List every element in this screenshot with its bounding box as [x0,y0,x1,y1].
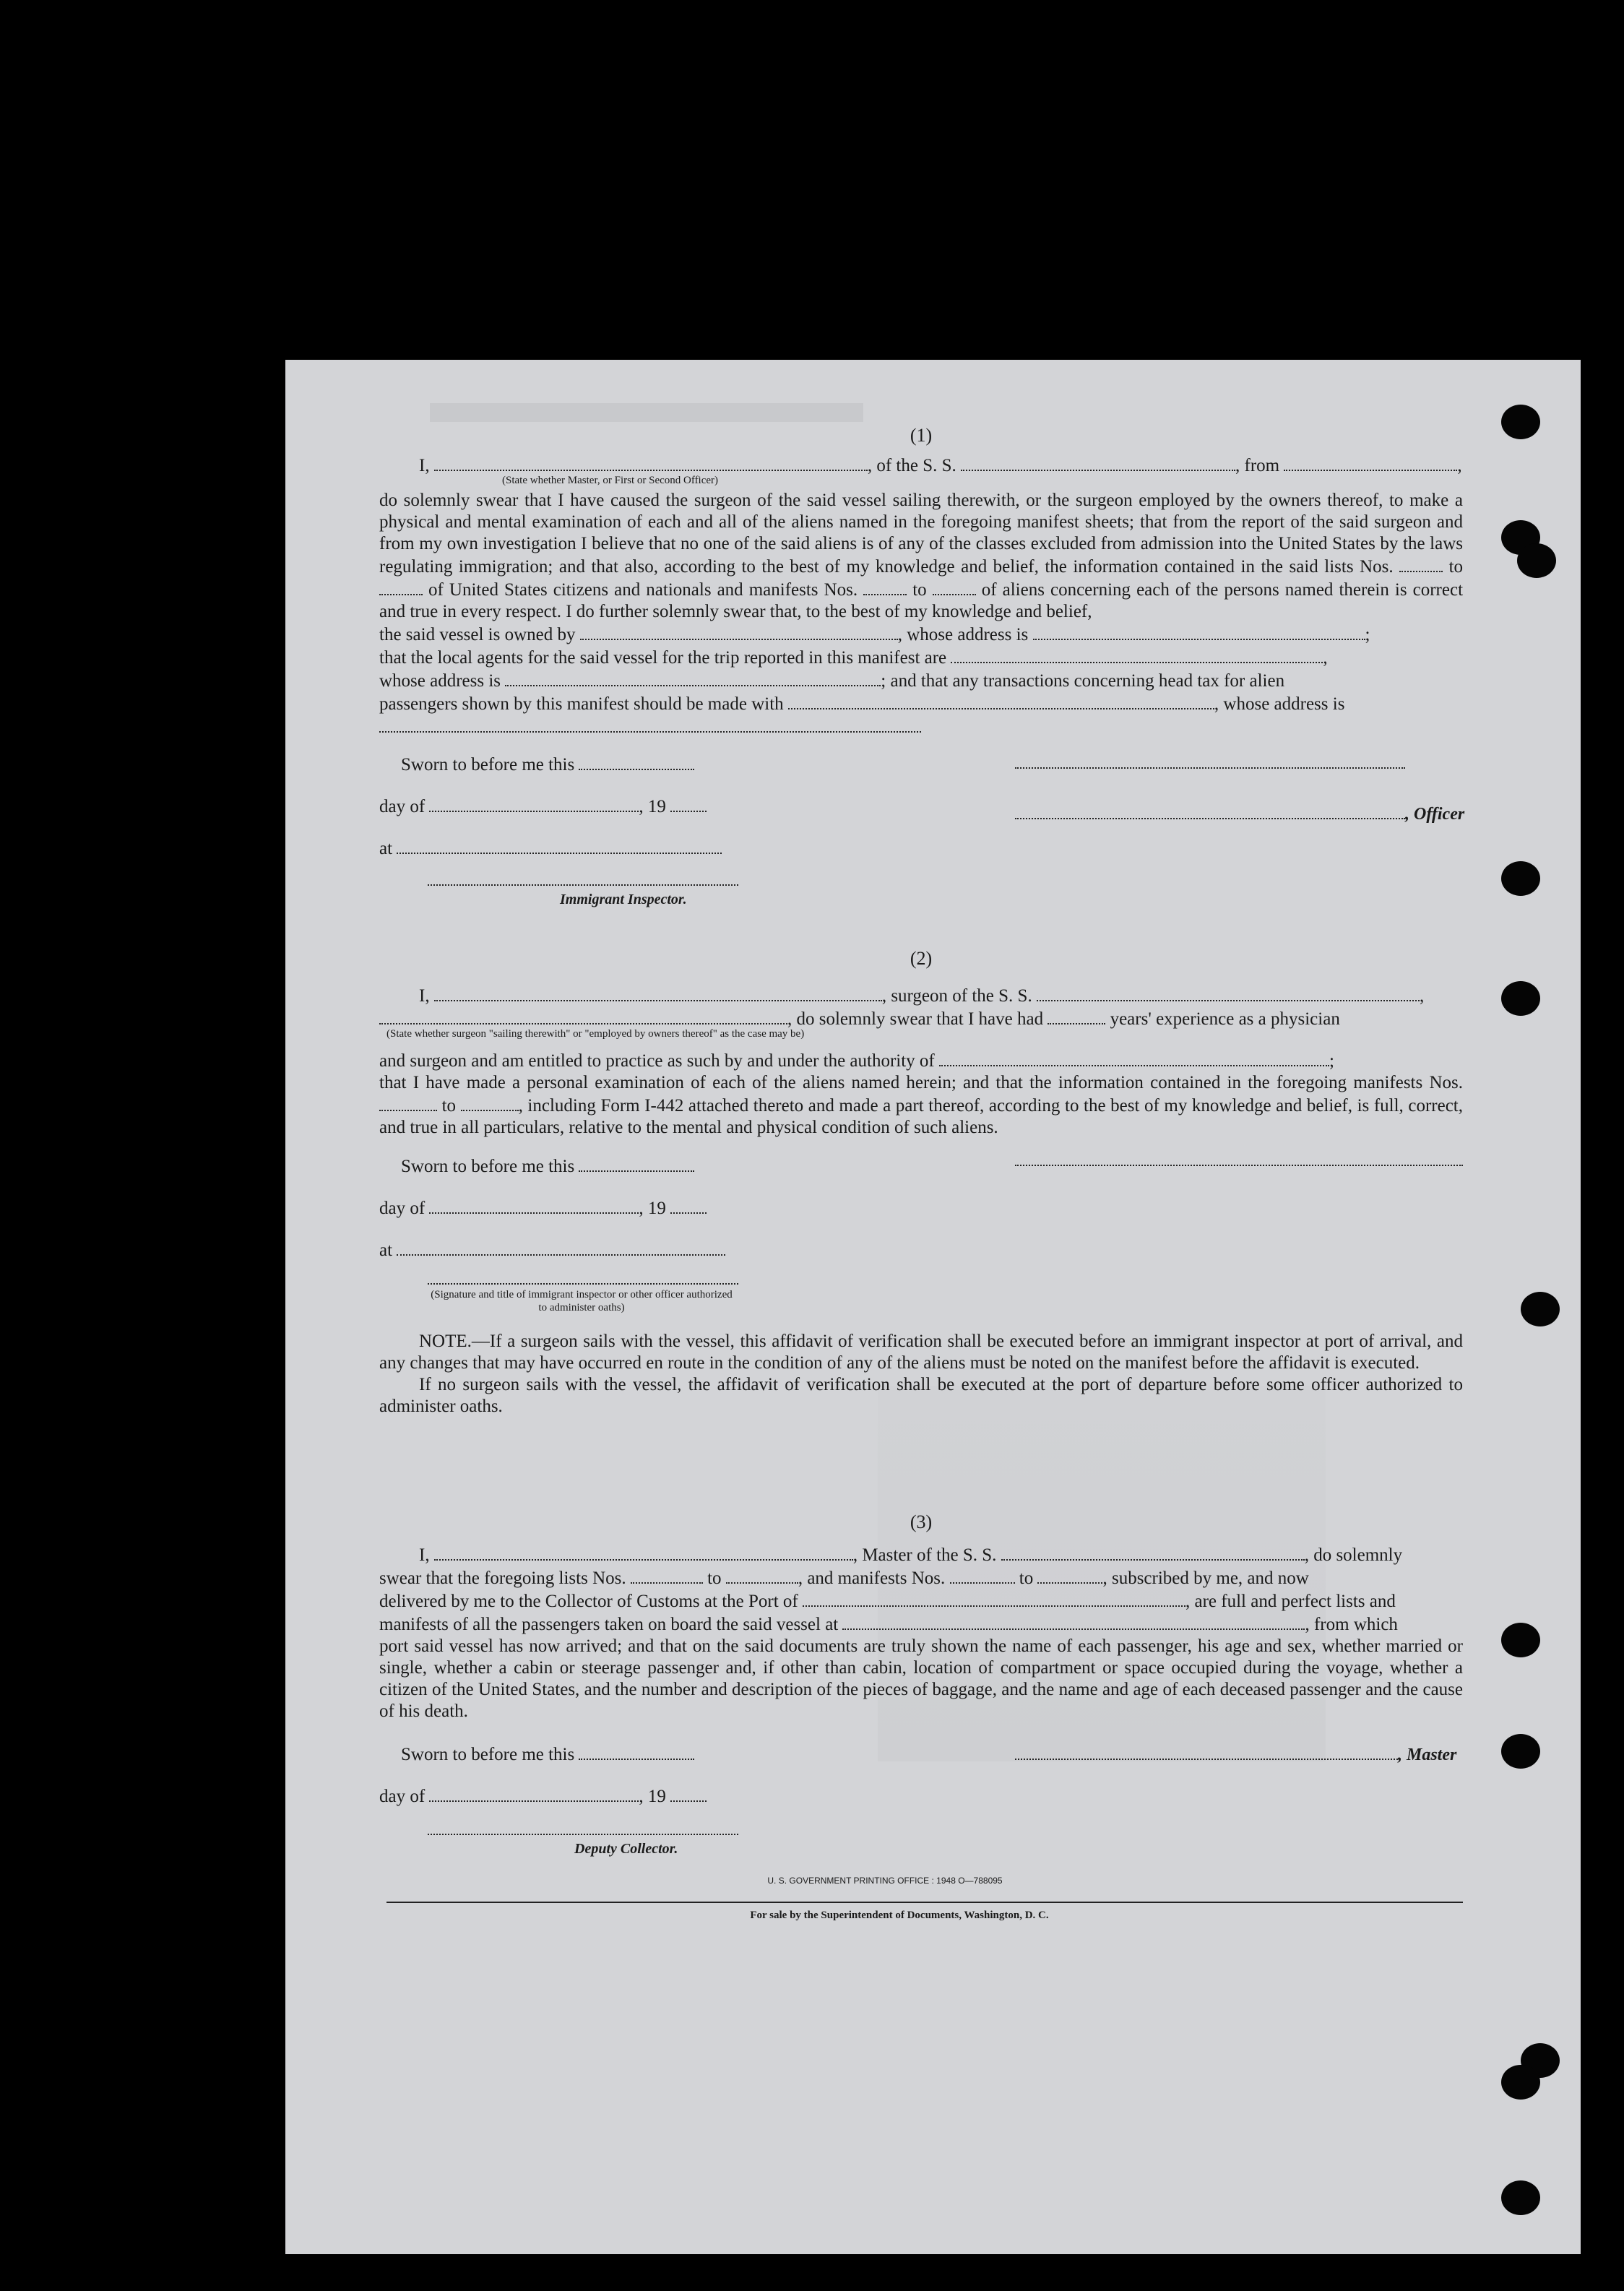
day-of-month-field[interactable] [429,1196,639,1214]
punch-hole-icon [1501,1623,1540,1657]
section-2-manifests-from-field[interactable] [379,1094,437,1111]
section-3-manifests-from-field[interactable] [950,1566,1015,1584]
sworn-line [401,1743,694,1766]
text: day of [379,1199,426,1218]
day-of-line [379,795,707,818]
text: of aliens concerning each of the persons named therein is correct and true in every respect. I do further solemnly swear that, to the best of my knowledge and belief, [379,580,1464,621]
section-2-line-1 [379,984,1463,1007]
section-3-line-3 [379,1589,1463,1613]
section-3-line-2 [379,1566,1463,1589]
officer-signature-top-line[interactable] [1015,767,1405,769]
agents-address-field[interactable] [505,669,881,686]
text: to [1019,1569,1034,1588]
text: —If a surgeon sails with the vessel, this affidavit of verification shall be executed before an immigrant inspector at port of arrival, and any changes that may have occurred en route in the condition of any of the aliens must be noted on the manifest before the affidavit is executed. [379,1332,1463,1373]
text: , do solemnly [1304,1545,1403,1565]
text: , whose address is [897,625,1029,644]
officer-line [1015,802,1464,825]
text: , 19 [639,1199,666,1218]
text: and surgeon and am entitled to practice as such by and under the authority of [379,1051,935,1071]
section-3-signatures [379,1743,1463,1865]
deputy-collector-caption: Deputy Collector. [574,1841,678,1857]
text: to [912,580,927,600]
section-2-vessel-field[interactable] [1037,984,1420,1001]
text: , of the S. S. [867,456,956,475]
text: that I have made a personal examination of each of the aliens named herein; and that the information contained in the foregoing manifests Nos. [379,1073,1463,1092]
note-paragraph-2 [379,1374,1463,1418]
punch-hole-icon [1501,2065,1540,2100]
caption-surgeon: (State whether surgeon "sailing therewith" or "employed by owners thereof" as the case may be) [386,1028,805,1040]
text: I, [419,986,430,1006]
at-line [379,1238,725,1261]
text: , from which [1305,1615,1398,1634]
head-tax-address-field[interactable] [379,715,921,733]
text: at [379,1241,393,1260]
section-3-lists-to-field[interactable] [726,1566,798,1584]
text: , [1457,456,1462,475]
section-3-manifests-to-field[interactable] [1037,1566,1102,1584]
punch-hole-icon [1501,981,1540,1016]
text: day of [379,797,426,816]
caption-master: (State whether Master, or First or Second Officer) [502,475,719,486]
year-field[interactable] [670,795,707,812]
text: , surgeon of the S. S. [881,986,1032,1006]
day-of-month-field[interactable] [429,795,639,812]
text: , 19 [639,1787,666,1806]
section-1-signatures [379,753,1463,941]
sworn-day-field[interactable] [579,753,694,770]
text: , Master of the S. S. [852,1545,997,1565]
sworn-line [401,753,694,776]
head-tax-contact-field[interactable] [788,692,1214,709]
day-of-line [379,1196,707,1220]
form-content [379,425,1463,1922]
authority-field[interactable] [939,1049,1329,1066]
text: Sworn to before me this [401,755,575,775]
at-line [379,837,722,860]
punch-hole-icon [1501,2180,1540,2215]
text: I, [419,456,430,475]
section-3-number: (3) [910,1511,933,1532]
surgeon-name-field[interactable] [434,984,882,1001]
agents-address-line [379,669,1463,692]
surgeon-signature-line[interactable] [1015,1165,1463,1166]
text: , including Form I-442 attached thereto and made a part thereof, according to the best of my knowledge and belief, is full, correct, and true in all particulars, relative to the mental and physical condition of such aliens. [379,1096,1464,1137]
text: that the local agents for the said vessel for the trip reported in this manifest are [379,648,947,668]
text: delivered by me to the Collector of Customs at the Port of [379,1592,798,1611]
text: , whose address is [1214,694,1345,714]
section-3-lists-from-field[interactable] [631,1566,703,1584]
text: Sworn to before me this [401,1157,575,1176]
text: to [1448,557,1464,577]
lists-to-field[interactable] [379,578,423,595]
text: the said vessel is owned by [379,625,576,644]
owner-field[interactable] [580,623,898,640]
inspector-signature-line[interactable] [428,884,738,886]
section-2-paragraph [379,1072,1463,1139]
local-agents-field[interactable] [951,646,1323,663]
show-through-shading [430,403,863,422]
text: , subscribed by me, and now [1102,1569,1309,1588]
surgeon-status-field[interactable] [379,1007,787,1024]
text: , [1323,648,1328,668]
officer-signature-field[interactable] [1015,802,1405,819]
text: ; [1365,625,1370,644]
at-place-field[interactable] [397,837,722,854]
text: , from [1235,456,1280,475]
sworn-day-field[interactable] [579,1743,694,1760]
punch-hole-icon [1517,543,1556,578]
punch-hole-icon [1501,861,1540,896]
section-2-manifests-to-field[interactable] [461,1094,519,1111]
authority-line [379,1049,1463,1072]
section-1-paragraph [379,490,1463,623]
text: port said vessel has now arrived; and that on the said documents are truly shown the name of each passenger, his age and sex, whether married or single, whether a cabin or steerage passenger and, if other than cabin, location of compartment or space occupied during the voyage, whether a citizen of the United States, and the number and description of the pieces of baggage, and the name and age of each deceased passenger and the cause of his death. [379,1636,1463,1721]
text: whose address is [379,671,501,691]
note-paragraph [379,1331,1463,1374]
text: ; and that any transactions concerning head tax for alien [881,671,1285,691]
punch-hole-icon [1501,1734,1540,1769]
master-caption: , Master [1398,1746,1457,1764]
manifests-from-field[interactable] [863,578,907,595]
inspector-signature-line[interactable] [428,1283,738,1285]
section-3-line-1 [379,1543,1463,1566]
text: , do solemnly swear that I have had [787,1009,1044,1029]
text: do solemnly swear that I have caused the surgeon of the said vessel sailing therewith, or the surgeon employed by the owners thereof, to make a physical and mental examination of each and all of the aliens named in the foregoing manifest sheets; that from the report of the said surgeon and from my own investigation I believe that no one of the said aliens is of any of the classes excluded from admission into the United States by the laws regulating immigration; and that also, according to the best of my knowledge and belief, the information contained in the said lists Nos. [379,491,1463,577]
lists-from-field[interactable] [1399,555,1443,572]
text: I, [419,1545,430,1565]
port-of-delivery-field[interactable] [803,1589,1185,1607]
text: , and manifests Nos. [798,1569,946,1588]
text: to [707,1569,722,1588]
section-3-vessel-field[interactable] [1001,1543,1305,1561]
text: If no surgeon sails with the vessel, the affidavit of verification shall be executed at the port of departure before some officer authorized to administer oaths. [379,1375,1463,1416]
owned-by-line [379,623,1463,646]
caption-signature-title: (Signature and title of immigrant inspector or other officer authorized to administer oaths) [431,1289,733,1313]
printing-office-imprint: U. S. GOVERNMENT PRINTING OFFICE : 1948 O—788095 [767,1876,1003,1886]
text: years' experience as a physician [1110,1009,1340,1029]
text: Sworn to before me this [401,1745,575,1764]
form-page [285,360,1581,2254]
master-signature-line [1015,1743,1456,1766]
local-agents-line [379,646,1463,669]
text: passengers shown by this manifest should be made with [379,694,784,714]
text: to [441,1096,457,1116]
years-experience-field[interactable] [1048,1007,1105,1024]
text: , are full and perfect lists and [1185,1592,1396,1611]
passengers-line [379,692,1463,715]
text: manifests of all the passengers taken on board the said vessel at [379,1615,839,1634]
text: day of [379,1787,426,1806]
deputy-collector-signature-line[interactable] [428,1834,738,1835]
year-field[interactable] [670,1785,707,1802]
note-label: NOTE. [419,1332,472,1351]
officer-caption: , Officer [1405,805,1465,824]
day-of-line [379,1785,707,1808]
for-sale-notice: For sale by the Superintendent of Documents, Washington, D. C. [750,1910,1049,1921]
vessel-name-field[interactable] [961,454,1235,471]
section-1-number: (1) [910,425,933,446]
section-2-number: (2) [910,948,933,969]
text: , 19 [639,797,666,816]
immigrant-inspector-caption: Immigrant Inspector. [560,892,687,907]
port-of-embarkation-field[interactable] [842,1613,1305,1630]
text: swear that the foregoing lists Nos. [379,1569,626,1588]
section-3-paragraph [379,1636,1463,1722]
day-of-month-field[interactable] [429,1785,639,1802]
text: of United States citizens and nationals and manifests Nos. [428,580,858,600]
section-3-master-name-field[interactable] [434,1543,853,1561]
section-2-signatures [379,1155,1463,1328]
sworn-day-field[interactable] [579,1155,694,1172]
owner-address-field[interactable] [1033,623,1365,640]
sworn-line [401,1155,694,1178]
punch-hole-icon [1521,1292,1560,1326]
manifests-to-field[interactable] [933,578,976,595]
footer-rule [386,1902,1463,1903]
from-port-field[interactable] [1284,454,1457,471]
at-place-field[interactable] [397,1238,725,1256]
section-3-line-4 [379,1613,1463,1636]
text: ; [1329,1051,1334,1071]
master-name-field[interactable] [434,454,868,471]
master-signature-field[interactable] [1015,1743,1398,1760]
text: at [379,839,393,858]
punch-hole-icon [1501,405,1540,439]
text: , [1419,986,1425,1006]
address-continuation-line [379,715,1463,738]
year-field[interactable] [670,1196,707,1214]
